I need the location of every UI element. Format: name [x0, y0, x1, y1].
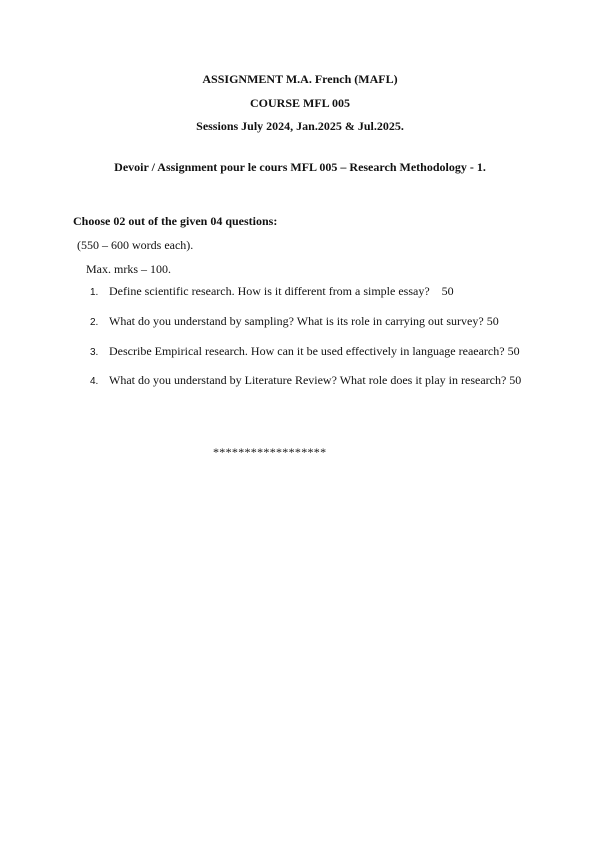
question-number: 1. — [90, 287, 99, 298]
question-text: Define scientific research. How is it different from a simple essay? 50 — [109, 284, 454, 298]
question-item — [90, 344, 530, 359]
max-marks: Max. mrks – 100. — [86, 262, 171, 276]
separator-asterisks: ****************** — [213, 445, 327, 459]
sessions-line: Sessions July 2024, Jan.2025 & Jul.2025. — [196, 119, 404, 133]
assignment-title: ASSIGNMENT M.A. French (MAFL) — [202, 72, 398, 86]
question-text: What do you understand by Literature Review? What role does it play in research? 50 — [109, 373, 522, 387]
word-limit: (550 – 600 words each). — [77, 238, 194, 252]
question-item — [90, 284, 530, 299]
question-number: 3. — [90, 347, 99, 358]
course-code: COURSE MFL 005 — [249, 96, 350, 110]
assignment-subtitle: Devoir / Assignment pour le cours MFL 005 – Research Methodology - 1. — [114, 160, 486, 174]
question-item — [90, 373, 530, 388]
question-number: 4. — [90, 376, 99, 387]
question-number: 2. — [90, 317, 99, 328]
question-item — [90, 314, 530, 329]
question-text: What do you understand by sampling? What is its role in carrying out survey? 50 — [109, 314, 499, 328]
question-text: Describe Empirical research. How can it be used effectively in language reaearch? 50 — [109, 344, 520, 358]
choose-instruction: Choose 02 out of the given 04 questions: — [73, 214, 278, 228]
